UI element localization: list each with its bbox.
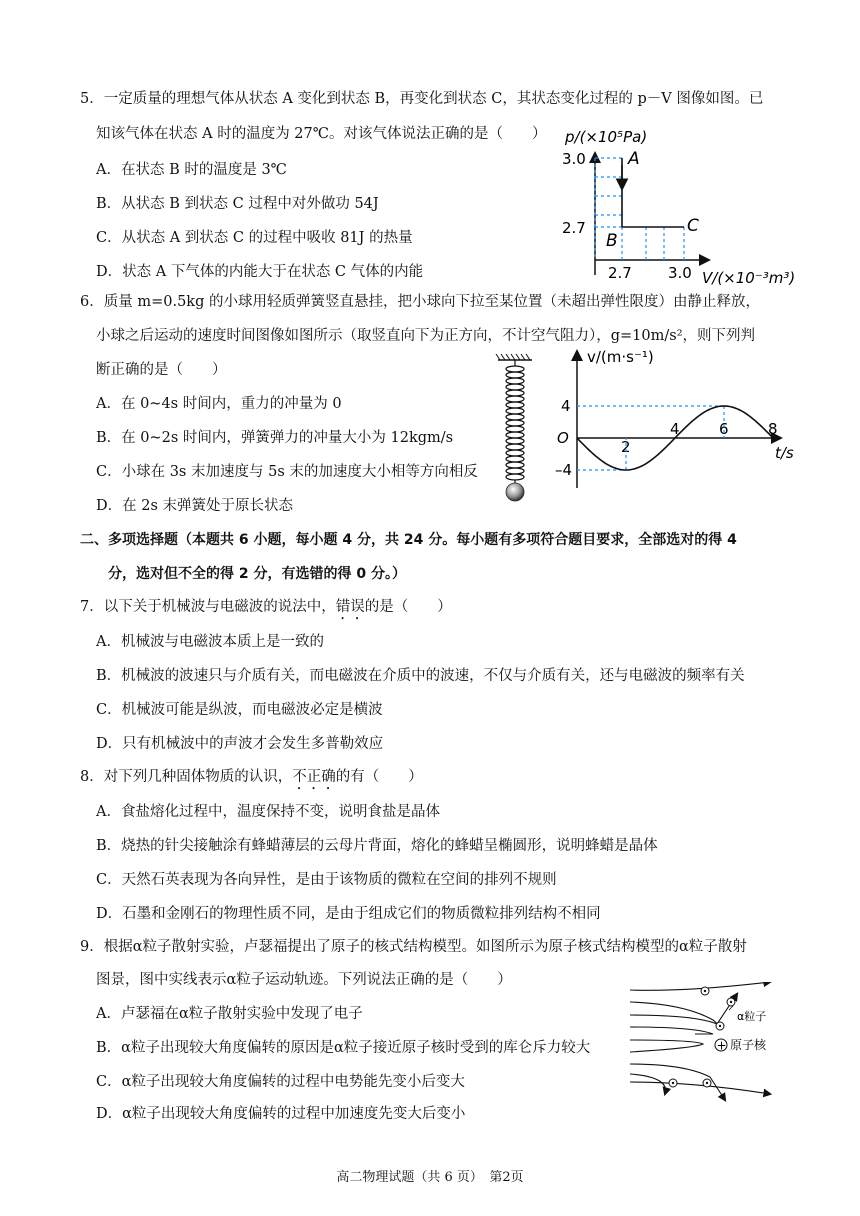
- spring-coil: [506, 384, 524, 390]
- spring-coil: [506, 468, 524, 474]
- trajectory-5: [630, 1040, 703, 1052]
- trajectory-2: [630, 1002, 720, 1026]
- q9-option-c: C．α粒子出现较大角度偏转的过程中电势能先变小后变大: [96, 1074, 465, 1090]
- q5-stem-line2: 知该气体在状态 A 时的温度为 27℃。对该气体说法正确的是（ ）: [96, 126, 547, 142]
- spring-coil: [506, 432, 524, 438]
- spring-coil: [506, 378, 524, 384]
- q6-option-a: A．在 0~4s 时间内，重力的冲量为 0: [96, 396, 342, 412]
- vt-ylabel: v/(m·s⁻¹): [587, 348, 654, 366]
- q7-stem: 7．以下关于机械波与电磁波的说法中，错误的是（ ）: [80, 599, 452, 615]
- q9-option-b: B．α粒子出现较大角度偏转的原因是α粒子接近原子核时受到的库仑斥力较大: [96, 1040, 591, 1056]
- q6-stem-line2: 小球之后运动的速度时间图像如图所示（取竖直向下为正方向，不计空气阻力），g=10m/s²，则下列判: [96, 328, 756, 344]
- q6-option-d: D．在 2s 末弹簧处于原长状态: [96, 498, 294, 514]
- vt-ytick-4: 4: [561, 397, 571, 415]
- q8-emphasis: 不正确: [292, 769, 336, 785]
- page-footer: 高二物理试题（共 6 页） 第2页: [336, 1170, 524, 1185]
- pv-xtick-3.0: 3.0: [668, 264, 692, 282]
- q6-option-b: B．在 0~2s 时间内，弹簧弹力的冲量大小为 12kgm/s: [96, 430, 454, 446]
- q7-emphasis: 错误: [335, 599, 365, 615]
- q5-option-c: C．从状态 A 到状态 C 的过程中吸收 81J 的热量: [96, 230, 413, 246]
- spring-coil: [506, 402, 524, 408]
- q7-option-c: C．机械波可能是纵波，而电磁波必定是横波: [96, 702, 383, 718]
- section2-heading-line1: 二、多项选择题（本题共 6 小题，每小题 4 分，共 24 分。每小题有多项符合题目要求，全部选对的得 4: [80, 532, 737, 548]
- q7-option-b: B．机械波的波速只与介质有关，而电磁波在介质中的波速，不仅与介质有关，还与电磁波的频率有关: [96, 668, 745, 684]
- q6-stem-line3: 断正确的是（ ）: [96, 362, 227, 378]
- spring-coil: [506, 390, 524, 396]
- vt-xlabel: t/s: [775, 444, 794, 462]
- alpha-scattering-figure: [625, 982, 785, 1102]
- spring-coil: [506, 474, 524, 480]
- pv-ylabel: p/(×10⁵Pa): [565, 128, 648, 146]
- trajectory-1: [630, 982, 770, 990]
- q7-option-a: A．机械波与电磁波本质上是一致的: [96, 634, 324, 650]
- spring-coil: [506, 450, 524, 456]
- pv-chart: [560, 120, 820, 290]
- vt-origin: O: [557, 429, 569, 447]
- q7-option-d: D．只有机械波中的声波才会发生多普勒效应: [96, 736, 384, 752]
- spring-coil: [506, 366, 524, 372]
- q6-option-c: C．小球在 3s 末加速度与 5s 末的加速度大小相等方向相反: [96, 464, 478, 480]
- pv-point-a: A: [628, 149, 640, 169]
- q8-option-a: A．食盐熔化过程中，温度保持不变，说明食盐是晶体: [96, 804, 440, 820]
- pv-point-c: C: [687, 216, 699, 236]
- spring-figure: [490, 352, 540, 502]
- pv-ytick-2.7: 2.7: [562, 219, 586, 237]
- q9-option-a: A．卢瑟福在α粒子散射实验中发现了电子: [96, 1006, 363, 1022]
- q8-option-d: D．石墨和金刚石的物理性质不同，是由于组成它们的物质微粒排列结构不相同: [96, 906, 601, 922]
- nucleus-label: 原子核: [730, 1038, 767, 1052]
- alpha-label: α粒子: [737, 1010, 767, 1023]
- spring-coil: [506, 420, 524, 426]
- q9-stem-line2: 图景，图中实线表示α粒子运动轨迹。下列说法正确的是（ ）: [96, 972, 512, 988]
- vt-chart: [555, 340, 805, 490]
- q5-option-d: D．状态 A 下气体的内能大于在状态 C 气体的内能: [96, 264, 424, 280]
- trajectory-7: [630, 1074, 666, 1094]
- spring-coil: [506, 426, 524, 432]
- vt-xtick-4: 4: [670, 420, 680, 438]
- q8-option-c: C．天然石英表现为各向异性，是由于该物质的微粒在空间的排列不规则: [96, 872, 557, 888]
- trajectory-4: [630, 1027, 713, 1034]
- vt-xtick-2: 2: [621, 438, 631, 456]
- nucleus-plus: +: [716, 1038, 727, 1053]
- vt-ytick-neg4: –4: [555, 461, 573, 479]
- q5-stem-line1: 5．一定质量的理想气体从状态 A 变化到状态 B，再变化到状态 C，其状态变化过程的 p－V 图像如图。已: [80, 91, 764, 107]
- pv-point-b: B: [606, 231, 618, 251]
- q5-option-b: B．从状态 B 到状态 C 过程中对外做功 54J: [96, 196, 379, 212]
- vt-xtick-8: 8: [768, 420, 778, 438]
- q9-option-d: D．α粒子出现较大角度偏转的过程中加速度先变大后变小: [96, 1106, 466, 1122]
- q5-option-a: A．在状态 B 时的温度是 3℃: [96, 162, 287, 178]
- vt-xtick-6: 6: [719, 420, 729, 438]
- spring-coil: [506, 414, 524, 420]
- spring-coil: [506, 444, 524, 450]
- pv-xlabel: V/(×10⁻³m³): [702, 269, 796, 287]
- spring-coil: [506, 372, 524, 378]
- section2-heading-line2: 分，选对但不全的得 2 分，有选错的得 0 分。）: [108, 566, 406, 582]
- q6-stem-line1: 6．质量 m=0.5kg 的小球用轻质弹簧竖直悬挂，把小球向下拉至某位置（未超出弹性限度）由静止释放，: [80, 294, 760, 310]
- ball: [506, 483, 524, 501]
- trajectory-8: [630, 1082, 770, 1094]
- q8-stem: 8．对下列几种固体物质的认识，不正确的有（ ）: [80, 769, 423, 785]
- spring-coil: [506, 438, 524, 444]
- spring-coil: [506, 462, 524, 468]
- spring-coil: [506, 408, 524, 414]
- spring-coil: [506, 396, 524, 402]
- pv-ytick-3.0: 3.0: [562, 150, 586, 168]
- pv-xtick-2.7: 2.7: [608, 264, 632, 282]
- q8-option-b: B．烧热的针尖接触涂有蜂蜡薄层的云母片背面，熔化的蜂蜡呈椭圆形，说明蜂蜡是晶体: [96, 838, 658, 854]
- q9-stem-line1: 9．根据α粒子散射实验，卢瑟福提出了原子的核式结构模型。如图所示为原子核式结构模型的α粒子散射: [80, 939, 747, 955]
- spring-coil: [506, 456, 524, 462]
